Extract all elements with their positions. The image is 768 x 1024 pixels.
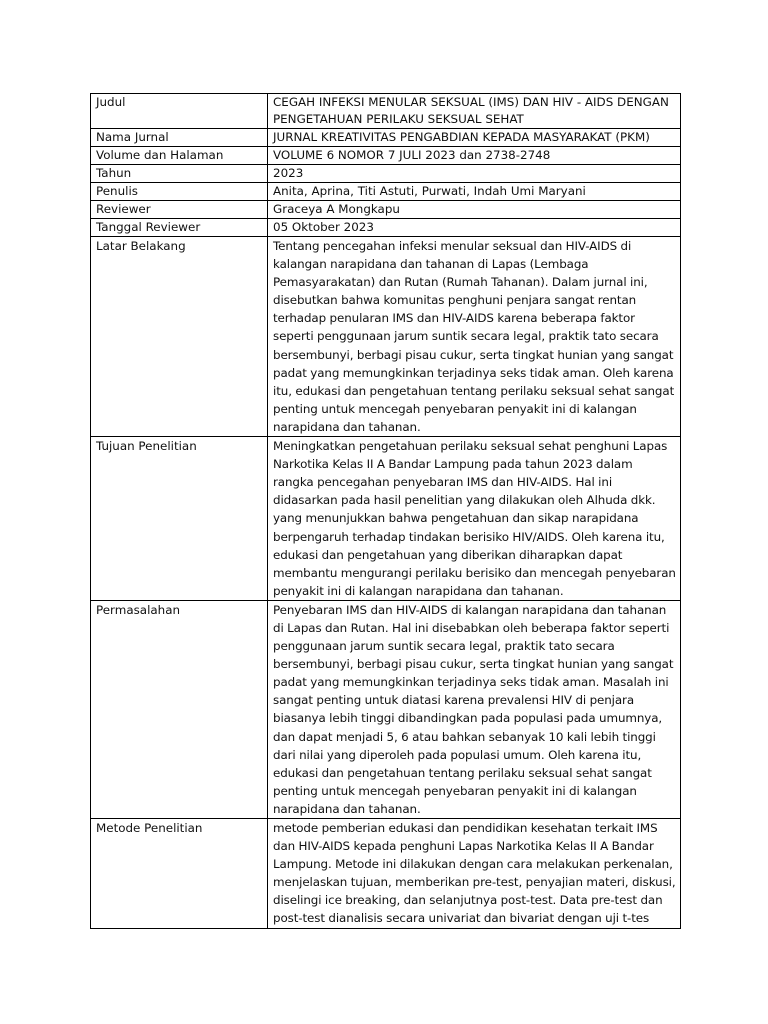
label-permasalahan: Permasalahan: [91, 600, 268, 818]
row-permasalahan: [91, 600, 681, 818]
value-latar-belakang: Tentang pencegahan infeksi menular seksual dan HIV-AIDS di kalangan narapidana dan tahanan di Lapas (Lembaga Pemasyarakatan) dan Rutan (Rumah Tahanan). Dalam jurnal ini, disebutkan bahwa komunitas penghuni penjara sangat rentan terhadap penularan IMS dan HIV-AIDS karena beberapa faktor seperti penggunaan jarum suntik secara legal, praktik tato secara bersembunyi, berbagi pisau cukur, serta tingkat hunian yang sangat padat yang memungkinkan terjadinya seks tidak aman. Oleh karena itu, edukasi dan pengetahuan tentang perilaku seksual sehat sangat penting untuk mencegah penyebaran penyakit ini di kalangan narapidana dan tahanan.: [268, 237, 681, 437]
journal-review-table: [90, 93, 681, 929]
row-penulis: [91, 183, 681, 201]
value-volume-halaman: VOLUME 6 NOMOR 7 JULI 2023 dan 2738-2748: [268, 147, 681, 165]
label-volume-halaman: Volume dan Halaman: [91, 147, 268, 165]
row-tanggal-reviewer: [91, 219, 681, 237]
value-penulis: Anita, Aprina, Titi Astuti, Purwati, Indah Umi Maryani: [268, 183, 681, 201]
row-nama-jurnal: [91, 129, 681, 147]
value-tanggal-reviewer: 05 Oktober 2023: [268, 219, 681, 237]
row-tahun: [91, 165, 681, 183]
label-penulis: Penulis: [91, 183, 268, 201]
value-tujuan-penelitian: Meningkatkan pengetahuan perilaku seksual sehat penghuni Lapas Narkotika Kelas II A Bandar Lampung pada tahun 2023 dalam rangka pencegahan penyebaran IMS dan HIV-AIDS. Hal ini didasarkan pada hasil penelitian yang dilakukan oleh Alhuda dkk. yang menunjukkan bahwa pengetahuan dan sikap narapidana berpengaruh terhadap tindakan berisiko HIV/AIDS. Oleh karena itu, edukasi dan pengetahuan yang diberikan diharapkan dapat membantu mengurangi perilaku berisiko dan mencegah penyebaran penyakit ini di kalangan narapidana dan tahanan.: [268, 437, 681, 601]
label-latar-belakang: Latar Belakang: [91, 237, 268, 437]
label-metode-penelitian: Metode Penelitian: [91, 819, 268, 929]
row-volume-halaman: [91, 147, 681, 165]
row-tujuan-penelitian: [91, 437, 681, 601]
row-metode-penelitian: [91, 819, 681, 929]
row-reviewer: [91, 201, 681, 219]
label-tanggal-reviewer: Tanggal Reviewer: [91, 219, 268, 237]
label-tahun: Tahun: [91, 165, 268, 183]
value-metode-penelitian: metode pemberian edukasi dan pendidikan kesehatan terkait IMS dan HIV-AIDS kepada penghuni Lapas Narkotika Kelas II A Bandar Lampung. Metode ini dilakukan dengan cara melakukan perkenalan, menjelaskan tujuan, memberikan pre-test, penyajian materi, diskusi, diselingi ice breaking, dan selanjutnya post-test. Data pre-test dan post-test dianalisis secara univariat dan bivariat dengan uji t-tes: [268, 819, 681, 929]
value-reviewer: Graceya A Mongkapu: [268, 201, 681, 219]
label-tujuan-penelitian: Tujuan Penelitian: [91, 437, 268, 601]
row-judul: [91, 94, 681, 129]
row-latar-belakang: [91, 237, 681, 437]
value-tahun: 2023: [268, 165, 681, 183]
label-reviewer: Reviewer: [91, 201, 268, 219]
value-nama-jurnal: JURNAL KREATIVITAS PENGABDIAN KEPADA MASYARAKAT (PKM): [268, 129, 681, 147]
value-permasalahan: Penyebaran IMS dan HIV-AIDS di kalangan narapidana dan tahanan di Lapas dan Rutan. Hal ini disebabkan oleh beberapa faktor seperti penggunaan jarum suntik secara legal, praktik tato secara bersembunyi, berbagi pisau cukur, serta tingkat hunian yang sangat padat yang memungkinkan terjadinya seks tidak aman. Masalah ini sangat penting untuk diatasi karena prevalensi HIV di penjara biasanya lebih tinggi dibandingkan pada populasi pada umumnya, dan dapat menjadi 5, 6 atau bahkan sebanyak 10 kali lebih tinggi dari nilai yang diperoleh pada populasi umum. Oleh karena itu, edukasi dan pengetahuan tentang perilaku seksual sehat sangat penting untuk mencegah penyebaran penyakit ini di kalangan narapidana dan tahanan.: [268, 600, 681, 818]
label-judul: Judul: [91, 94, 268, 129]
value-judul: CEGAH INFEKSI MENULAR SEKSUAL (IMS) DAN HIV - AIDS DENGAN PENGETAHUAN PERILAKU SEKSUAL SEHAT: [268, 94, 681, 129]
label-nama-jurnal: Nama Jurnal: [91, 129, 268, 147]
